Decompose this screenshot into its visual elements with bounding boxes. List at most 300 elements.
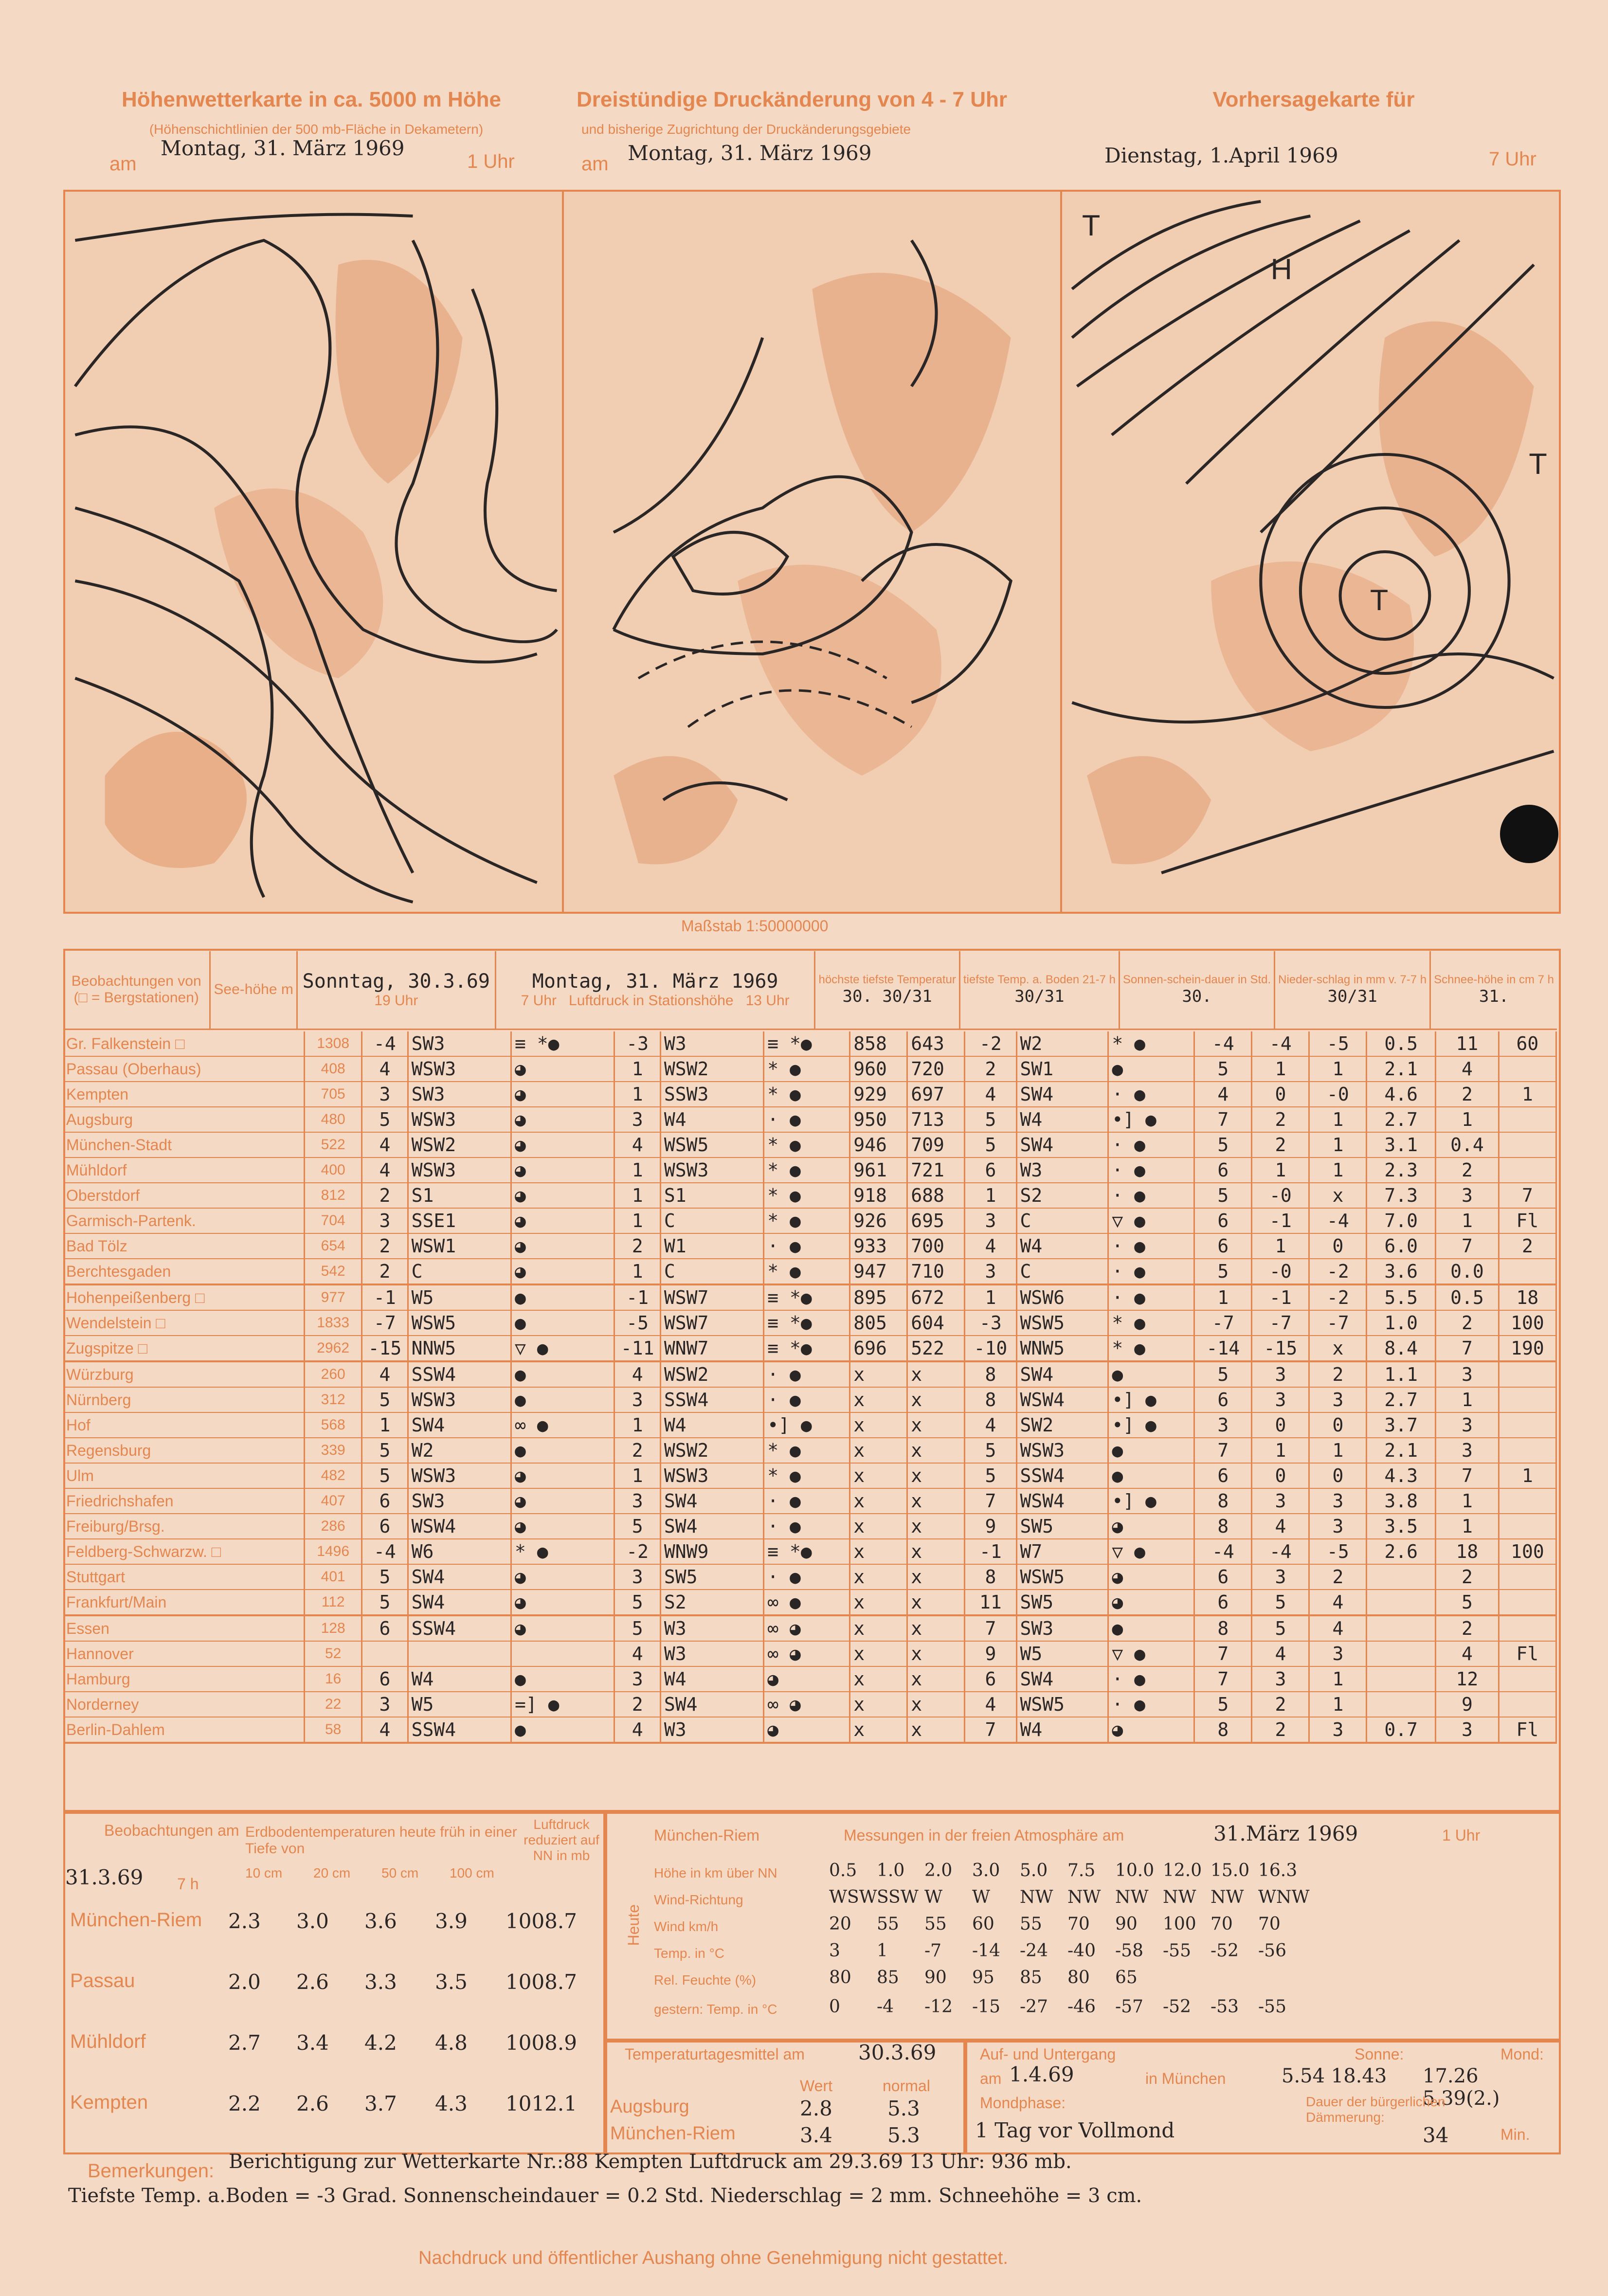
cell: SW4 [1016,1132,1108,1157]
cell: 11 [965,1590,1016,1615]
soil-value: 2.2 [228,2092,261,2115]
cell: 1 [614,1056,660,1082]
cell: 2 [1436,1082,1499,1107]
cell: · ● [1108,1233,1194,1259]
table-row [63,1615,1556,1641]
cell: 1 [614,1208,660,1233]
cell: * ● [764,1438,850,1463]
cell: 643 [907,1031,965,1056]
header-ground-date: 30/31 [1014,987,1065,1007]
cell: ● [1108,1463,1194,1488]
cell [1367,1564,1436,1590]
cell [1499,1438,1556,1463]
header-maxmin [815,951,959,1029]
station-name: Hof [63,1412,305,1438]
aero-row-label: Wind km/h [654,1919,719,1934]
cell: SW4 [660,1488,763,1514]
cell: 4 [362,1132,408,1157]
cell: 8 [965,1361,1016,1387]
soil-value: 3.9 [435,1909,468,1933]
station-name: Hamburg [63,1666,305,1692]
cell: -3 [614,1031,660,1056]
cell: 1 [1436,1208,1499,1233]
astro-date: 1.4.69 [1009,2062,1074,2086]
aero-value: 90 [1115,1914,1138,1934]
cell: * ● [764,1463,850,1488]
header-height: See-höhe m [210,951,297,1029]
cell: 4 [1194,1082,1252,1107]
cell: 696 [850,1336,907,1361]
aero-time: 1 Uhr [1442,1826,1481,1844]
station-name: Würzburg [63,1361,305,1387]
aero-value: -12 [924,1997,953,2017]
cell: -4 [362,1031,408,1056]
cell: •] ● [1108,1412,1194,1438]
cell: 4 [614,1641,660,1666]
soil-value: 1008.9 [506,2031,577,2055]
cell: -7 [362,1310,408,1336]
cell: 961 [850,1157,907,1183]
cell: NNW5 [408,1336,511,1361]
cell: •] ● [1108,1488,1194,1514]
cell: 4 [614,1132,660,1157]
cell: W3 [660,1615,763,1641]
cell: ◕ [1108,1564,1194,1590]
station-name: Garmisch-Partenk. [63,1208,305,1233]
cell: W4 [660,1107,763,1132]
cell: 5 [1194,1692,1252,1717]
soil-value: 3.4 [296,2031,329,2055]
soil-value: 2.0 [228,1970,261,1994]
daily-mean-box [603,2039,967,2154]
station-name: Hohenpeißenberg □ [63,1284,305,1310]
cell: S2 [1016,1183,1108,1208]
cell: WSW3 [408,1107,511,1132]
cell: x [907,1717,965,1743]
cell: 5 [965,1107,1016,1132]
station-name: Freiburg/Brsg. [63,1514,305,1539]
soil-value: 3.3 [364,1970,397,1994]
cell: * ● [764,1259,850,1284]
cell: · ● [1108,1183,1194,1208]
soil-value: 4.3 [435,2092,468,2115]
astro-phase: 1 Tag vor Vollmond [975,2118,1175,2142]
cell: ◕ [511,1208,614,1233]
aero-value: 85 [877,1968,899,1988]
cell: 5 [965,1463,1016,1488]
cell: ● [1108,1056,1194,1082]
cell: 2 [1309,1564,1367,1590]
cell: WSW1 [408,1233,511,1259]
day2-time7: 7 Uhr [521,993,557,1009]
cell: 1 [1252,1157,1309,1183]
cell: 7 [965,1488,1016,1514]
table-row [63,1488,1556,1514]
aero-value: 16.3 [1258,1861,1298,1880]
cell: W2 [408,1438,511,1463]
cell: 4 [362,1157,408,1183]
cell: 5 [1252,1615,1309,1641]
cell: 3 [1194,1412,1252,1438]
cell: 260 [305,1361,362,1387]
station-name: Augsburg [63,1107,305,1132]
cell: 2.1 [1367,1056,1436,1082]
aero-value: WNW [1258,1887,1310,1907]
cell: ● [511,1717,614,1743]
soil-pressure-heading: Luftdruck reduziert auf NN in mb [524,1817,599,1863]
cell [1499,1132,1556,1157]
cell: 1 [1252,1233,1309,1259]
cell: 4 [965,1412,1016,1438]
aero-value: -24 [1020,1941,1048,1961]
cell: ≡ *● [764,1031,850,1056]
aero-value: 85 [1020,1968,1042,1988]
cell: ◕ [764,1666,850,1692]
cell: 6 [1194,1208,1252,1233]
cell: W6 [408,1539,511,1564]
cell: x [907,1666,965,1692]
soil-depth-label: 50 cm [381,1865,419,1880]
cell: · ● [764,1387,850,1412]
cell: 2 [614,1438,660,1463]
cell: 5 [1194,1259,1252,1284]
cell: x [850,1615,907,1641]
cell: 8 [1194,1717,1252,1743]
cell: WSW2 [660,1056,763,1082]
table-row [63,1233,1556,1259]
cell: 6 [1194,1387,1252,1412]
astro-sun-times: 5.54 18.43 [1282,2065,1387,2087]
header-sun-label: Sonnen-schein-dauer in Std. [1122,973,1271,987]
station-name: Feldberg-Schwarzw. □ [63,1539,305,1564]
cell: =] ● [511,1692,614,1717]
soil-value: 4.2 [364,2031,397,2055]
map1-date: Montag, 31. März 1969 [161,136,405,160]
aero-date: 31.März 1969 [1213,1822,1358,1845]
cell: 6 [965,1157,1016,1183]
cell: WSW5 [408,1310,511,1336]
cell: 8 [965,1387,1016,1412]
cell: x [850,1387,907,1412]
aero-value: W [924,1887,943,1907]
astro-moon-label: Mond: [1500,2045,1544,2063]
map-panels [63,190,1561,914]
cell: ◕ [764,1717,850,1743]
cell: 22 [305,1692,362,1717]
cell: 2 [965,1056,1016,1082]
cell: W4 [660,1412,763,1438]
cell: 542 [305,1259,362,1284]
cell: 3 [1309,1641,1367,1666]
cell: ◕ [1108,1590,1194,1615]
daily-mean-title: Temperaturtagesmittel am [625,2045,805,2063]
soil-value: 2.6 [296,1970,329,1994]
cell: SW4 [660,1514,763,1539]
aero-value: SSW [877,1887,919,1907]
cell: 604 [907,1310,965,1336]
cell: SW5 [660,1564,763,1590]
cell: SSW4 [408,1615,511,1641]
cell: x [907,1615,965,1641]
cell: 1 [614,1082,660,1107]
header-pressure: Luftdruck in Stationshöhe [569,993,734,1009]
pressure-change-map-drawing [564,192,1061,912]
cell: SSW4 [660,1387,763,1412]
cell [1499,1412,1556,1438]
cell: 1 [965,1183,1016,1208]
remarks-line1: Berichtigung zur Wetterkarte Nr.:88 Kempten Luftdruck am 29.3.69 13 Uhr: 936 mb. [229,2151,1072,2173]
cell: W4 [1016,1107,1108,1132]
cell: 654 [305,1233,362,1259]
cell: 709 [907,1132,965,1157]
cell: ▽ ● [511,1336,614,1361]
cell: · ● [764,1361,850,1387]
cell: W3 [660,1717,763,1743]
cell: * ● [764,1157,850,1183]
cell: C [408,1259,511,1284]
cell: 0 [1309,1233,1367,1259]
cell: x [907,1564,965,1590]
cell: ≡ *● [764,1336,850,1361]
cell: 3 [1436,1412,1499,1438]
cell: 100 [1499,1539,1556,1564]
cell: C [1016,1259,1108,1284]
aero-value: -57 [1115,1997,1143,2017]
cell: ◕ [511,1183,614,1208]
cell: -0 [1309,1082,1367,1107]
cell: 3 [1309,1717,1367,1743]
daily-mean-date: 30.3.69 [858,2041,937,2064]
astro-title: Auf- und Untergang [980,2045,1116,2063]
cell: 929 [850,1082,907,1107]
aero-value: 90 [924,1968,947,1988]
cell: 5 [362,1438,408,1463]
cell: ◕ [511,1488,614,1514]
cell: 695 [907,1208,965,1233]
cell: WSW4 [408,1514,511,1539]
aero-value: NW [1115,1887,1149,1907]
cell: 339 [305,1438,362,1463]
cell: 2962 [305,1336,362,1361]
cell: 9 [965,1514,1016,1539]
cell: SW4 [1016,1361,1108,1387]
table-row [63,1514,1556,1539]
cell: 960 [850,1056,907,1082]
cell: SSW3 [660,1082,763,1107]
station-name: Nürnberg [63,1387,305,1412]
cell: 1 [1436,1387,1499,1412]
map2-subtitle: und bisherige Zugrichtung der Druckänderungsgebiete [581,122,911,137]
cell: 480 [305,1107,362,1132]
table-row [63,1107,1556,1132]
station-name: Berchtesgaden [63,1259,305,1284]
day1-date: Sonntag, 30.3.69 [302,970,490,993]
cell: •] ● [764,1412,850,1438]
station-name: Bad Tölz [63,1233,305,1259]
cell: 400 [305,1157,362,1183]
cell: ◕ [1108,1514,1194,1539]
cell: 7 [1194,1641,1252,1666]
astro-phase-label: Mondphase: [980,2094,1066,2112]
cell: 0 [1252,1412,1309,1438]
soil-value: 3.7 [364,2092,397,2115]
cell: WSW3 [1016,1438,1108,1463]
cell: 2 [1309,1361,1367,1387]
cell: ∞ ◕ [764,1615,850,1641]
cell: 7 [1499,1183,1556,1208]
cell: 7 [1436,1233,1499,1259]
cell: 1 [362,1412,408,1438]
cell: 3 [1252,1564,1309,1590]
table-row [63,1361,1556,1387]
cell: 1 [614,1259,660,1284]
cell: 3 [362,1692,408,1717]
cell: 2 [1436,1157,1499,1183]
cell: 8 [1194,1488,1252,1514]
cell: 18 [1436,1539,1499,1564]
low-marker-east: T [1529,447,1548,480]
cell: 0 [1252,1463,1309,1488]
map3-date: Dienstag, 1.April 1969 [1104,144,1338,167]
cell: x [907,1514,965,1539]
aero-value: 55 [877,1914,899,1934]
cell: 6 [1194,1157,1252,1183]
soil-depth-label: 10 cm [245,1865,283,1880]
cell: W5 [1016,1641,1108,1666]
aero-value: 0.5 [829,1861,857,1880]
cell: 1 [1499,1082,1556,1107]
aero-value: 15.0 [1211,1861,1250,1880]
cell: 8.4 [1367,1336,1436,1361]
cell: 100 [1499,1310,1556,1336]
cell: · ● [764,1488,850,1514]
cell: 704 [305,1208,362,1233]
cell: · ● [1108,1666,1194,1692]
cell: · ● [764,1233,850,1259]
cell: 3 [362,1082,408,1107]
table-row [63,1310,1556,1336]
soil-date: 31.3.69 [65,1865,144,1889]
header-maxmin-label: höchste tiefste Temperatur [818,973,956,987]
cell: 705 [305,1082,362,1107]
cell: ◕ [511,1132,614,1157]
cell: 946 [850,1132,907,1157]
cell: WSW5 [660,1132,763,1157]
cell: WNW7 [660,1336,763,1361]
cell: 0.4 [1436,1132,1499,1157]
mean-value: 2.8 [800,2097,832,2120]
station-name: Norderney [63,1692,305,1717]
map2-am-label: am [581,153,609,175]
cell: 3 [1252,1488,1309,1514]
cell [1367,1615,1436,1641]
cell: SW5 [1016,1514,1108,1539]
soil-value: 3.0 [296,1909,329,1933]
low-marker-center: T [1370,583,1389,616]
aero-value: 12.0 [1163,1861,1202,1880]
soil-title: Beobachtungen am [104,1822,239,1839]
cell [1367,1666,1436,1692]
cell: x [850,1666,907,1692]
soil-time: 7 h [177,1875,199,1893]
table-row [63,1056,1556,1082]
pressure-change-map [564,192,1063,912]
aero-value: -27 [1020,1997,1048,2017]
aero-value: -15 [972,1997,1000,2017]
cell: SW3 [408,1082,511,1107]
cell: 58 [305,1717,362,1743]
cell: -2 [614,1539,660,1564]
cell: 1496 [305,1539,362,1564]
cell: 408 [305,1056,362,1082]
map2-date: Montag, 31. März 1969 [628,141,872,165]
cell: SSE1 [408,1208,511,1233]
high-marker: H [1271,253,1293,286]
cell: · ● [764,1564,850,1590]
cell: S1 [408,1183,511,1208]
cell: 4.6 [1367,1082,1436,1107]
cell: 6.0 [1367,1233,1436,1259]
soil-station: Mühldorf [70,2031,146,2052]
cell: 4 [1309,1615,1367,1641]
cell: 0.5 [1436,1284,1499,1310]
cell: 312 [305,1387,362,1412]
cell: 2 [614,1233,660,1259]
station-name: Gr. Falkenstein □ [63,1031,305,1056]
cell: -2 [1309,1259,1367,1284]
cell [1499,1259,1556,1284]
cell: W7 [1016,1539,1108,1564]
aero-value: -53 [1211,1997,1239,2017]
cell: •] ● [1108,1107,1194,1132]
cell: -11 [614,1336,660,1361]
observations-table [63,1031,1557,1744]
cell: W1 [660,1233,763,1259]
table-row [63,1412,1556,1438]
cell: 2.7 [1367,1107,1436,1132]
aero-value: 70 [1067,1914,1090,1934]
cell: x [907,1412,965,1438]
cell: x [907,1361,965,1387]
cell: ● [511,1310,614,1336]
aero-value: 80 [1067,1968,1090,1988]
cell: 1 [614,1157,660,1183]
table-row [63,1564,1556,1590]
cell: 3 [1252,1361,1309,1387]
cell: 60 [1499,1031,1556,1056]
cell: 4 [614,1717,660,1743]
header-day1 [297,951,495,1029]
astro-twilight: 34 [1423,2123,1449,2147]
cell: SW3 [408,1031,511,1056]
cell: SW3 [1016,1615,1108,1641]
cell: SW4 [1016,1666,1108,1692]
station-name: Frankfurt/Main [63,1590,305,1615]
cell: 5 [1194,1056,1252,1082]
cell: -4 [1194,1031,1252,1056]
cell: 1 [1309,1056,1367,1082]
cell: · ● [1108,1082,1194,1107]
cell: 7.3 [1367,1183,1436,1208]
cell: WSW2 [660,1361,763,1387]
cell: · ● [1108,1692,1194,1717]
map1-time: 1 Uhr [467,151,515,172]
aero-value: W [972,1887,991,1907]
cell: 1 [965,1284,1016,1310]
cell: x [907,1387,965,1412]
station-name: Hannover [63,1641,305,1666]
header-snow-label: Schnee-höhe in cm 7 h [1434,973,1554,987]
